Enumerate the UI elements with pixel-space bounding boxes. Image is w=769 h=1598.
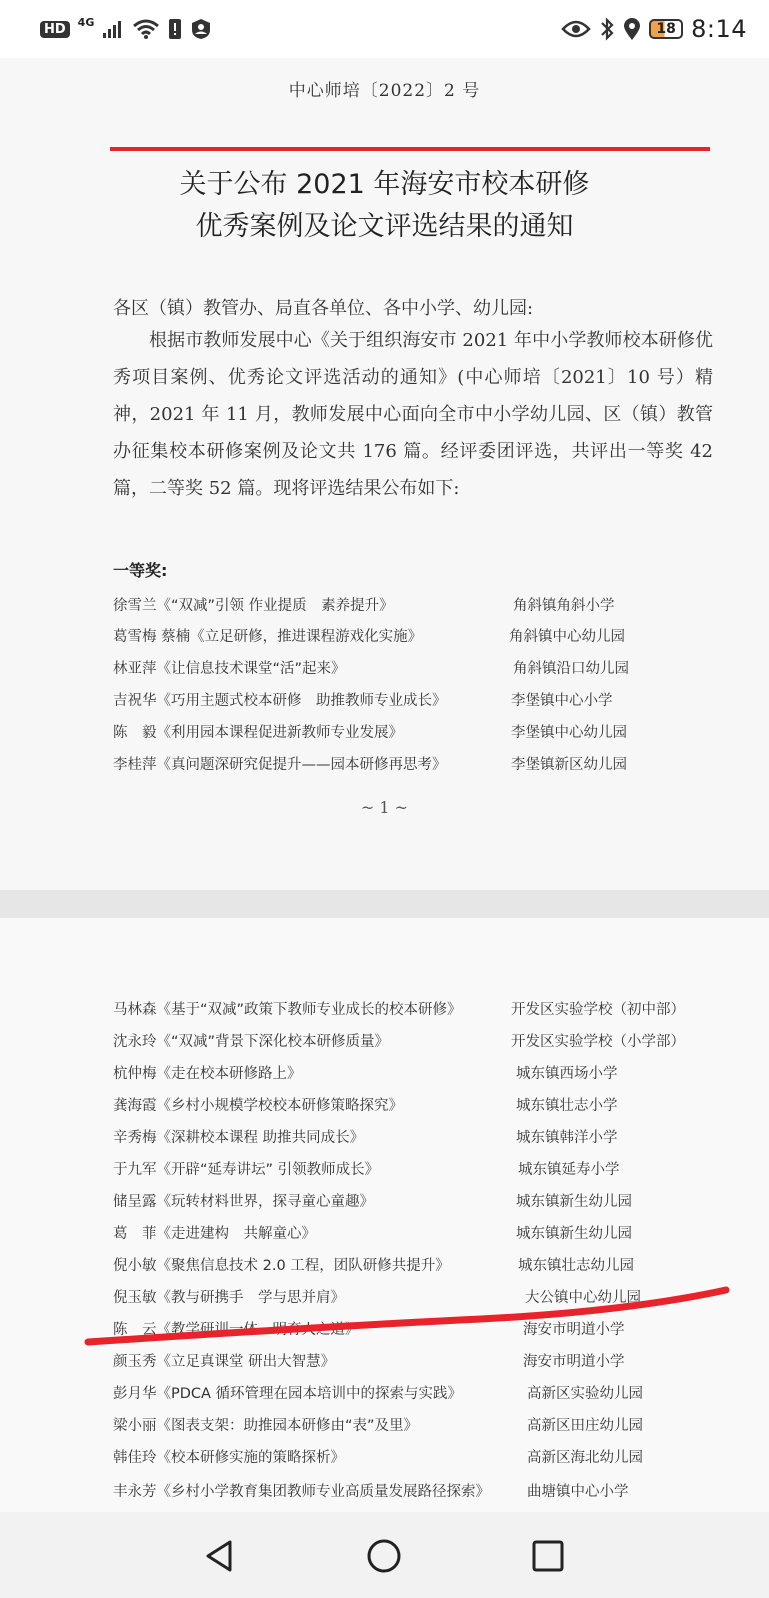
doc-title-line2: 优秀案例及论文评选结果的通知 xyxy=(195,211,574,242)
entry-title: 葛雪梅 蔡楠《立足研修，推进课程游戏化实施》 xyxy=(113,629,423,645)
entry-school: 城东镇西场小学 xyxy=(516,1066,618,1082)
entry-title: 彭月华《PDCA 循环管理在园本培训中的探索与实践》 xyxy=(113,1386,463,1402)
entry-school: 李堡镇中心幼儿园 xyxy=(511,725,627,741)
entry-school: 开发区实验学校（小学部） xyxy=(511,1034,685,1050)
doc-title-line1: 关于公布 2021 年海安市校本研修 xyxy=(179,169,590,200)
entry-title: 辛秀梅《深耕校本课程 助推共同成长》 xyxy=(113,1130,365,1146)
entry-school: 城东镇延寿小学 xyxy=(518,1162,620,1178)
wifi-icon xyxy=(132,18,160,40)
location-icon xyxy=(623,17,641,41)
entry-school: 城东镇新生幼儿园 xyxy=(516,1194,632,1210)
bluetooth-icon xyxy=(599,17,615,41)
nav-home-button[interactable] xyxy=(354,1526,414,1586)
entry-school: 李堡镇中心小学 xyxy=(511,693,613,709)
eye-icon xyxy=(561,19,591,39)
entry-school: 大公镇中心幼儿园 xyxy=(525,1290,641,1306)
entry-title: 龚海霞《乡村小规模学校校本研修策略探究》 xyxy=(113,1098,403,1114)
battery-indicator: 18 xyxy=(649,19,683,39)
red-rule xyxy=(110,147,710,151)
entry-school: 高新区海北幼儿园 xyxy=(527,1450,643,1466)
entry-title: 葛 菲《走进建构 共解童心》 xyxy=(113,1226,316,1242)
entry-title: 林亚萍《让信息技术课堂“活”起来》 xyxy=(113,661,346,677)
doc-number: 中心师培〔2022〕2 号 xyxy=(288,81,481,101)
entry-title: 杭仲梅《走在校本研修路上》 xyxy=(113,1066,302,1082)
nav-recents-button[interactable] xyxy=(518,1526,578,1586)
entry-title: 陈 毅《利用园本课程促进新教师专业发展》 xyxy=(113,725,403,741)
entry-title: 梁小丽《图表支架：助推园本研修由“表”及里》 xyxy=(113,1418,419,1434)
page-separator xyxy=(0,890,769,918)
hd-badge: HD xyxy=(40,21,70,38)
entry-title: 陈 云《教学研训一体 明育人之道》 xyxy=(113,1322,360,1338)
alert-icon xyxy=(168,18,182,40)
back-icon xyxy=(202,1538,238,1574)
entry-school: 城东镇韩洋小学 xyxy=(516,1130,618,1146)
signal-icon xyxy=(102,19,124,39)
clock: 8:14 xyxy=(691,15,747,43)
entry-school: 角斜镇中心幼儿园 xyxy=(509,629,625,645)
entry-school: 高新区田庄幼儿园 xyxy=(527,1418,643,1434)
entry-school: 角斜镇沿口幼儿园 xyxy=(513,661,629,677)
entry-school: 海安市明道小学 xyxy=(523,1354,625,1370)
entry-title: 韩佳玲《校本研修实施的策略探析》 xyxy=(113,1450,345,1466)
entry-title: 倪玉敏《教与研携手 学与思并肩》 xyxy=(113,1290,345,1306)
entry-title: 颜玉秀《立足真课堂 研出大智慧》 xyxy=(113,1354,336,1370)
network-type: 4G xyxy=(77,15,95,29)
document-page-1 xyxy=(0,58,769,890)
entry-school: 海安市明道小学 xyxy=(523,1322,625,1338)
page-number: ~ 1 ~ xyxy=(360,798,409,817)
entry-title: 丰永芳《乡村小学教育集团教师专业高质量发展路径探索》 xyxy=(113,1484,490,1500)
document-page-2 xyxy=(0,918,769,1512)
body-paragraph: 根据市教师发展中心《关于组织海安市 2021 年中小学教师校本研修优秀项目案例、优秀论文评选活动的通知》(中心师培〔2021〕10 号）精神，2021 年 11 月，教师发展中心面向全市中小学幼儿园、区（镇）教管办征集校本研修案例及论文共 176 篇。经评委团评选，共评出一等奖 42 篇，二等奖 52 篇。现将评选结果公布如下: xyxy=(113,330,713,499)
entry-school: 城东镇新生幼儿园 xyxy=(516,1226,632,1242)
status-bar xyxy=(0,0,769,58)
entry-school: 开发区实验学校（初中部） xyxy=(511,1002,685,1018)
entry-title: 徐雪兰《“双减”引领 作业提质 素养提升》 xyxy=(113,598,394,614)
salutation: 各区（镇）教管办、局直各单位、各中小学、幼儿园: xyxy=(113,298,534,319)
entry-school: 曲塘镇中心小学 xyxy=(527,1484,629,1500)
entry-school: 李堡镇新区幼儿园 xyxy=(511,757,627,773)
entry-school: 城东镇壮志幼儿园 xyxy=(518,1258,634,1274)
entry-title: 于九军《开辟“延寿讲坛” 引领教师成长》 xyxy=(113,1162,380,1178)
navigation-bar xyxy=(0,1512,769,1598)
entry-school: 角斜镇角斜小学 xyxy=(513,598,615,614)
entry-title: 倪小敏《聚焦信息技术 2.0 工程，团队研修共提升》 xyxy=(113,1258,450,1274)
home-icon xyxy=(366,1538,402,1574)
entry-title: 沈永玲《“双减”背景下深化校本研修质量》 xyxy=(113,1034,390,1050)
nav-back-button[interactable] xyxy=(190,1526,250,1586)
award-heading: 一等奖: xyxy=(113,561,168,580)
entry-title: 储呈露《玩转材料世界，探寻童心童趣》 xyxy=(113,1194,374,1210)
face-icon xyxy=(190,18,212,40)
entry-school: 高新区实验幼儿园 xyxy=(527,1386,643,1402)
entry-title: 马林森《基于“双减”政策下教师专业成长的校本研修》 xyxy=(113,1002,462,1018)
entry-title: 李桂萍《真问题深研究促提升——园本研修再思考》 xyxy=(113,757,447,773)
recents-icon xyxy=(530,1538,566,1574)
entry-title: 吉祝华《巧用主题式校本研修 助推教师专业成长》 xyxy=(113,693,447,709)
entry-school: 城东镇壮志小学 xyxy=(516,1098,618,1114)
